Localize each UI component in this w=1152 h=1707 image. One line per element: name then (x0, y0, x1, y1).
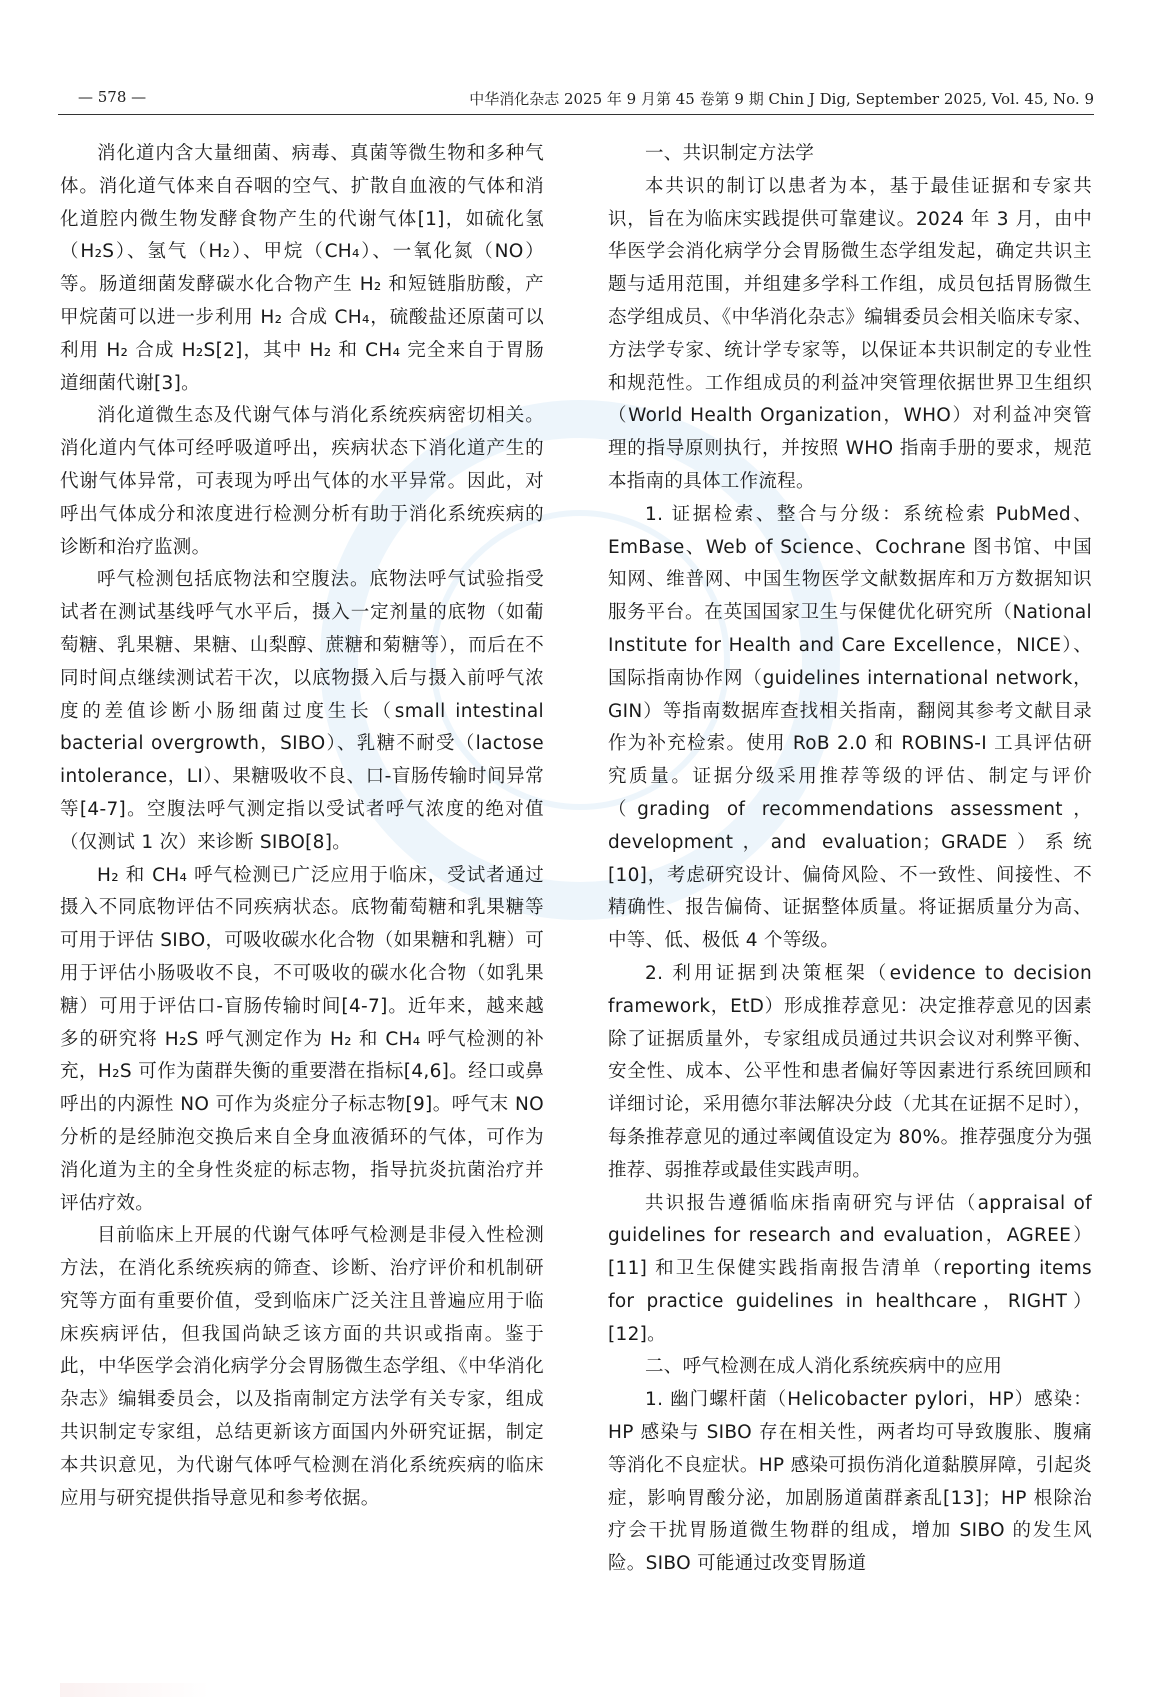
paragraph: 呼气检测包括底物法和空腹法。底物法呼气试验指受试者在测试基线呼气水平后，摄入一定剂量的底物（如葡萄糖、乳果糖、果糖、山梨醇、蔗糖和菊糖等），而后在不同时间点继续测试若干次，以底物摄入后与摄入前呼气浓度的差值诊断小肠细菌过度生长（small intestinal bacterial overgrowth，SIBO）、乳糖不耐受（lactose intolerance，LI）、果糖吸收不良、口-盲肠传输时间异常等[4-7]。空腹法呼气测定指以受试者呼气浓度的绝对值（仅测试 1 次）来诊断 SIBO[8]。 (60, 569, 544, 853)
paragraph: 共识报告遵循临床指南研究与评估（appraisal of guidelines for research and evaluation，AGREE）[11] 和卫生保健实践指南报告清单（reporting items for practice guidelines in healthcare，RIGHT）[12]。 (608, 1192, 1092, 1345)
section-heading: 一、共识制定方法学 (645, 143, 815, 164)
paragraph: 消化道内含大量细菌、病毒、真菌等微生物和多种气体。消化道气体来自吞咽的空气、扩散自血液的气体和消化道腔内微生物发酵食物产生的代谢气体[1]，如硫化氢（H₂S）、氢气（H₂）、甲烷（CH₄）、一氧化氮（NO）等。肠道细菌发酵碳水化合物产生 H₂ 和短链脂肪酸，产甲烷菌可以进一步利用 H₂ 合成 CH₄，硫酸盐还原菌可以利用 H₂ 合成 H₂S[2]，其中 H₂ 和 CH₄ 完全来自于胃肠道细菌代谢[3]。 (60, 143, 544, 394)
left-column (60, 138, 544, 1515)
section-heading: 二、呼气检测在成人消化系统疾病中的应用 (645, 1356, 1003, 1378)
paragraph: 目前临床上开展的代谢气体呼气检测是非侵入性检测方法，在消化系统疾病的筛查、诊断、治疗评价和机制研究等方面有重要价值，受到临床广泛关注且普遍应用于临床疾病评估，但我国尚缺乏该方面的共识或指南。鉴于此，中华医学会消化病学分会胃肠微生态学组、《中华消化杂志》编辑委员会，以及指南制定方法学有关专家，组成共识制定专家组，总结更新该方面国内外研究证据，制定本共识意见，为代谢气体呼气检测在消化系统疾病的临床应用与研究提供指导意见和参考依据。 (60, 1225, 544, 1509)
paragraph: H₂ 和 CH₄ 呼气检测已广泛应用于临床，受试者通过摄入不同底物评估不同疾病状态。底物葡萄糖和乳果糖等可用于评估 SIBO，可吸收碳水化合物（如果糖和乳糖）可用于评估小肠吸收不良，不可吸收的碳水化合物（如乳果糖）可用于评估口-盲肠传输时间[4-7]。近年来，越来越多的研究将 H₂S 呼气测定作为 H₂ 和 CH₄ 呼气检测的补充，H₂S 可作为菌群失衡的重要潜在指标[4,6]。经口或鼻呼出的内源性 NO 可作为炎症分子标志物[9]。呼气末 NO 分析的是经肺泡交换后来自全身血液循环的气体，可作为消化道为主的全身性炎症的标志物，指导抗炎抗菌治疗并评估疗效。 (60, 864, 544, 1214)
paragraph: 消化道微生态及代谢气体与消化系统疾病密切相关。消化道内气体可经呼吸道呼出，疾病状态下消化道产生的代谢气体异常，可表现为呼出气体的水平异常。因此，对呼出气体成分和浓度进行检测分析有助于消化系统疾病的诊断和治疗监测。 (60, 405, 544, 558)
page-header (58, 82, 1094, 112)
footer-mark (60, 1683, 210, 1697)
page-number: — 578 — (78, 88, 147, 106)
journal-citation: 中华消化杂志 2025 年 9 月第 45 卷第 9 期 Chin J Dig, September 2025, Vol. 45, No. 9 (469, 90, 1094, 108)
paragraph: 1. 幽门螺杆菌（Helicobacter pylori，HP）感染：HP 感染与 SIBO 存在相关性，两者均可导致腹胀、腹痛等消化不良症状。HP 感染可损伤消化道黏膜屏障，引起炎症，影响胃酸分泌，加剧肠道菌群紊乱[13]；HP 根除治疗会干扰胃肠道微生物群的组成，增加 SIBO 的发生风险。SIBO 可能通过改变胃肠道 (608, 1389, 1092, 1575)
paragraph: 2. 利用证据到决策框架（evidence to decision framework，EtD）形成推荐意见：决定推荐意见的因素除了证据质量外，专家组成员通过共识会议对利弊平衡、安全性、成本、公平性和患者偏好等因素进行系统回顾和详细讨论，采用德尔菲法解决分歧（尤其在证据不足时），每条推荐意见的通过率阈值设定为 80%。推荐强度分为强推荐、弱推荐或最佳实践声明。 (608, 962, 1092, 1181)
paragraph: 1. 证据检索、整合与分级：系统检索 PubMed、EmBase、Web of Science、Cochrane 图书馆、中国知网、维普网、中国生物医学文献数据库和万方数据知识服务平台。在英国国家卫生与保健优化研究所（National Institute for Health and Care Excellence，NICE）、国际指南协作网（guidelines international network，GIN）等指南数据库查找相关指南，翻阅其参考文献目录作为补充检索。使用 RoB 2.0 和 ROBINS-I 工具评估研究质量。证据分级采用推荐等级的评估、制定与评价（grading of recommendations assessment，development，and evaluation；GRADE）系统[10]，考虑研究设计、偏倚风险、不一致性、间接性、不精确性、报告偏倚、证据整体质量。将证据质量分为高、中等、低、极低 4 个等级。 (608, 503, 1092, 952)
paragraph: 本共识的制订以患者为本，基于最佳证据和专家共识，旨在为临床实践提供可靠建议。2024 年 3 月，由中华医学会消化病学分会胃肠微生态学组发起，确定共识主题与适用范围，并组建多学科工作组，成员包括胃肠微生态学组成员、《中华消化杂志》编辑委员会相关临床专家、方法学专家、统计学专家等，以保证本共识制定的专业性和规范性。工作组成员的利益冲突管理依据世界卫生组织（World Health Organization，WHO）对利益冲突管理的指导原则执行，并按照 WHO 指南手册的要求，规范本指南的具体工作流程。 (608, 175, 1092, 492)
header-rule (58, 114, 1094, 115)
right-column (608, 138, 1092, 1581)
